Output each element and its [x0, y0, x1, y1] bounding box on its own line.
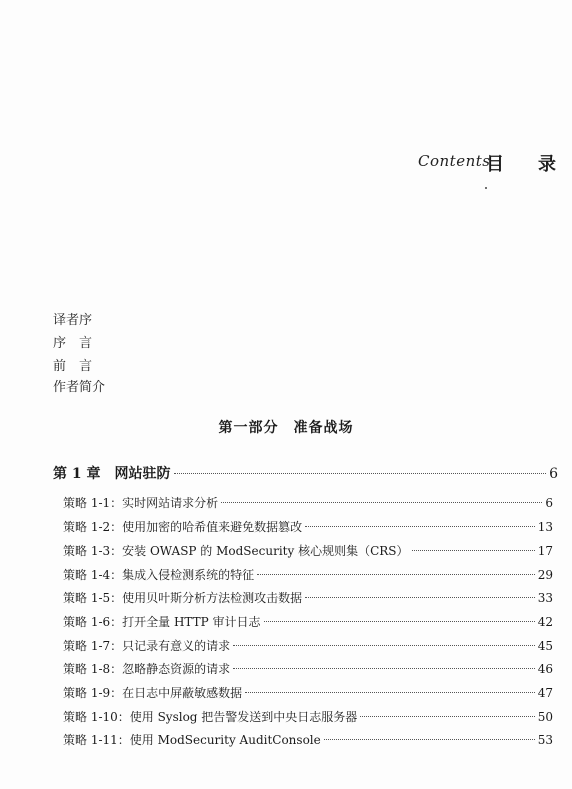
- leader-dots: [305, 597, 535, 598]
- page-number: 6: [545, 496, 553, 510]
- entry-label: 策略 1-11：使用 ModSecurity AuditConsole: [63, 733, 321, 747]
- entry-label: 策略 1-4：集成入侵检测系统的特征: [63, 568, 255, 582]
- page-number: 13: [537, 520, 553, 534]
- chapter-label: 第 1 章 网站驻防: [53, 466, 171, 482]
- leader-dots: [221, 502, 542, 503]
- entry-label: 策略 1-2：使用加密的哈希值来避免数据篡改: [63, 520, 303, 534]
- page-number: 45: [537, 639, 553, 653]
- toc-entry[interactable]: [63, 542, 553, 559]
- toc-title: [486, 150, 556, 176]
- front-matter-foreword[interactable]: 前 言: [53, 359, 93, 374]
- front-matter-about-author[interactable]: 作者简介: [53, 380, 106, 395]
- entry-label: 策略 1-1：实时网站请求分析: [63, 496, 219, 510]
- entry-label: 策略 1-5：使用贝叶斯分析方法检测攻击数据: [63, 591, 303, 605]
- toc-title-char-2: 录: [538, 154, 556, 175]
- toc-entry[interactable]: [63, 637, 553, 654]
- leader-dots: [233, 668, 535, 669]
- entry-label: 策略 1-8：忽略静态资源的请求: [63, 662, 231, 676]
- contents-script-heading: Contents: [418, 152, 491, 170]
- toc-entry[interactable]: [63, 660, 553, 677]
- toc-entry[interactable]: [63, 494, 553, 511]
- front-matter-preface[interactable]: 序 言: [53, 336, 93, 351]
- toc-entry[interactable]: [63, 518, 553, 535]
- page-number: 33: [537, 591, 553, 605]
- entry-label: 策略 1-9：在日志中屏蔽敏感数据: [63, 686, 243, 700]
- page-number: 42: [537, 615, 553, 629]
- leader-dots: [257, 574, 535, 575]
- toc-entry[interactable]: [63, 684, 553, 701]
- toc-entry[interactable]: [63, 708, 553, 725]
- entry-label: 策略 1-7：只记录有意义的请求: [63, 639, 231, 653]
- leader-dots: [264, 621, 535, 622]
- entry-label: 策略 1-10：使用 Syslog 把告警发送到中央日志服务器: [63, 710, 358, 724]
- entry-label: 策略 1-3：安装 OWASP 的 ModSecurity 核心规则集（CRS）: [63, 544, 409, 558]
- page-number: 29: [537, 568, 553, 582]
- toc-title-char-1: 目: [486, 154, 504, 175]
- toc-entry[interactable]: [63, 731, 553, 748]
- page-number: 47: [537, 686, 553, 700]
- print-speck: [485, 187, 487, 189]
- front-matter-translator-preface[interactable]: 译者序: [53, 313, 93, 328]
- leader-dots: [233, 645, 535, 646]
- toc-entry[interactable]: [63, 613, 553, 630]
- part-title: 第一部分 准备战场: [218, 420, 354, 436]
- page-number: 6: [549, 466, 558, 482]
- leader-dots: [305, 526, 535, 527]
- toc-entry[interactable]: [63, 589, 553, 606]
- page-number: 46: [537, 662, 553, 676]
- page-number: 50: [537, 710, 553, 724]
- leader-dots: [324, 739, 535, 740]
- leader-dots: [412, 550, 535, 551]
- leader-dots: [174, 473, 547, 474]
- toc-entry[interactable]: [63, 566, 553, 583]
- page-number: 17: [537, 544, 553, 558]
- entry-label: 策略 1-6：打开全量 HTTP 审计日志: [63, 615, 261, 629]
- leader-dots: [245, 692, 535, 693]
- leader-dots: [360, 716, 534, 717]
- page-number: 53: [537, 733, 553, 747]
- toc-chapter-1[interactable]: [53, 463, 558, 483]
